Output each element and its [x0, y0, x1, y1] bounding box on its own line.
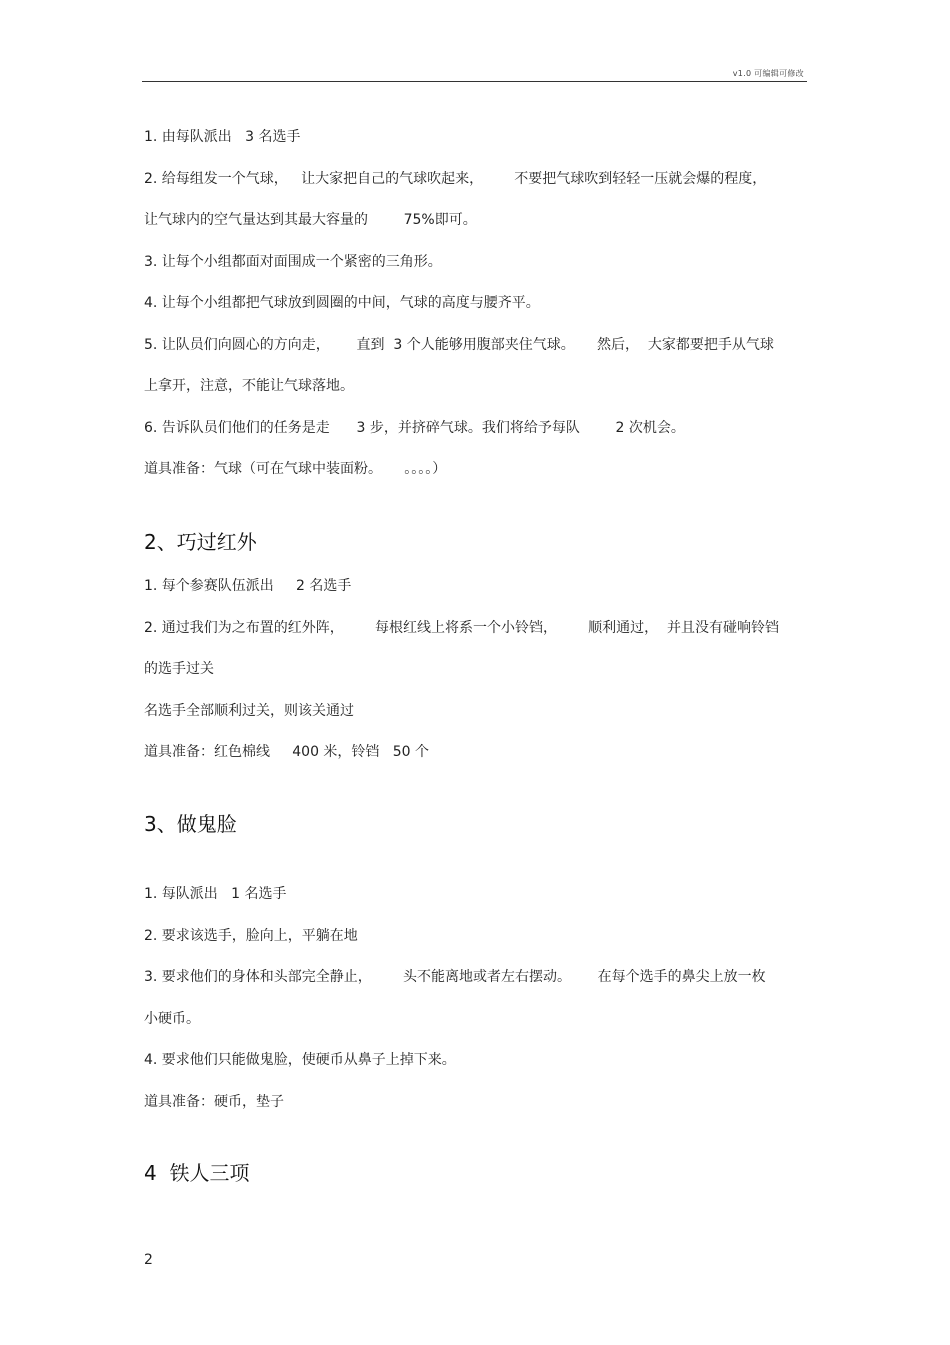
header-note: v1.0 可编辑可修改 — [732, 69, 804, 78]
paragraph-line: 2. 给每组发一个气球， 让大家把自己的气球吹起来， 不要把气球吹到轻轻一压就会爆的程度， — [144, 171, 767, 187]
paragraph-line: 名选手全部顺利过关，则该关通过 — [144, 703, 354, 719]
paragraph-line: 让气球内的空气量达到其最大容量的 75%即可。 — [144, 212, 477, 228]
paragraph-line: 上拿开，注意，不能让气球落地。 — [144, 378, 354, 394]
paragraph-line: 小硬币。 — [144, 1011, 200, 1027]
paragraph-line: 6. 告诉队员们他们的任务是走 3 步，并挤碎气球。我们将给予每队 2 次机会。 — [144, 420, 685, 436]
paragraph-line: 道具准备：硬币，垫子 — [144, 1094, 284, 1110]
paragraph-line: 道具准备：红色棉线 400 米，铃铛 50 个 — [144, 744, 430, 760]
paragraph-line: 3. 要求他们的身体和头部完全静止， 头不能离地或者左右摆动。 在每个选手的鼻尖上放一枚 — [144, 969, 766, 985]
paragraph-line: 4. 让每个小组都把气球放到圆圈的中间，气球的高度与腰齐平。 — [144, 295, 540, 311]
paragraph-line: 5. 让队员们向圆心的方向走， 直到 3 个人能够用腹部夹住气球。 然后， 大家都要把手从气球 — [144, 337, 774, 353]
section-3-heading: 3、做鬼脸 — [144, 812, 237, 836]
section-4-heading: 4 铁人三项 — [144, 1161, 250, 1185]
page-number: 2 — [144, 1252, 153, 1268]
paragraph-line: 道具准备：气球（可在气球中装面粉。 。。。。） — [144, 461, 447, 477]
paragraph-line: 2. 通过我们为之布置的红外阵， 每根红线上将系一个小铃铛， 顺利通过， 并且没有碰响铃铛 — [144, 620, 780, 636]
paragraph-line: 1. 每个参赛队伍派出 2 名选手 — [144, 578, 352, 594]
header-rule — [142, 81, 807, 82]
paragraph-line: 1. 由每队派出 3 名选手 — [144, 129, 301, 145]
paragraph-line: 2. 要求该选手，脸向上，平躺在地 — [144, 928, 358, 944]
paragraph-line: 的选手过关 — [144, 661, 214, 677]
paragraph-line: 4. 要求他们只能做鬼脸，使硬币从鼻子上掉下来。 — [144, 1052, 456, 1068]
section-2-heading: 2、巧过红外 — [144, 530, 257, 554]
paragraph-line: 1. 每队派出 1 名选手 — [144, 886, 287, 902]
paragraph-line: 3. 让每个小组都面对面围成一个紧密的三角形。 — [144, 254, 442, 270]
